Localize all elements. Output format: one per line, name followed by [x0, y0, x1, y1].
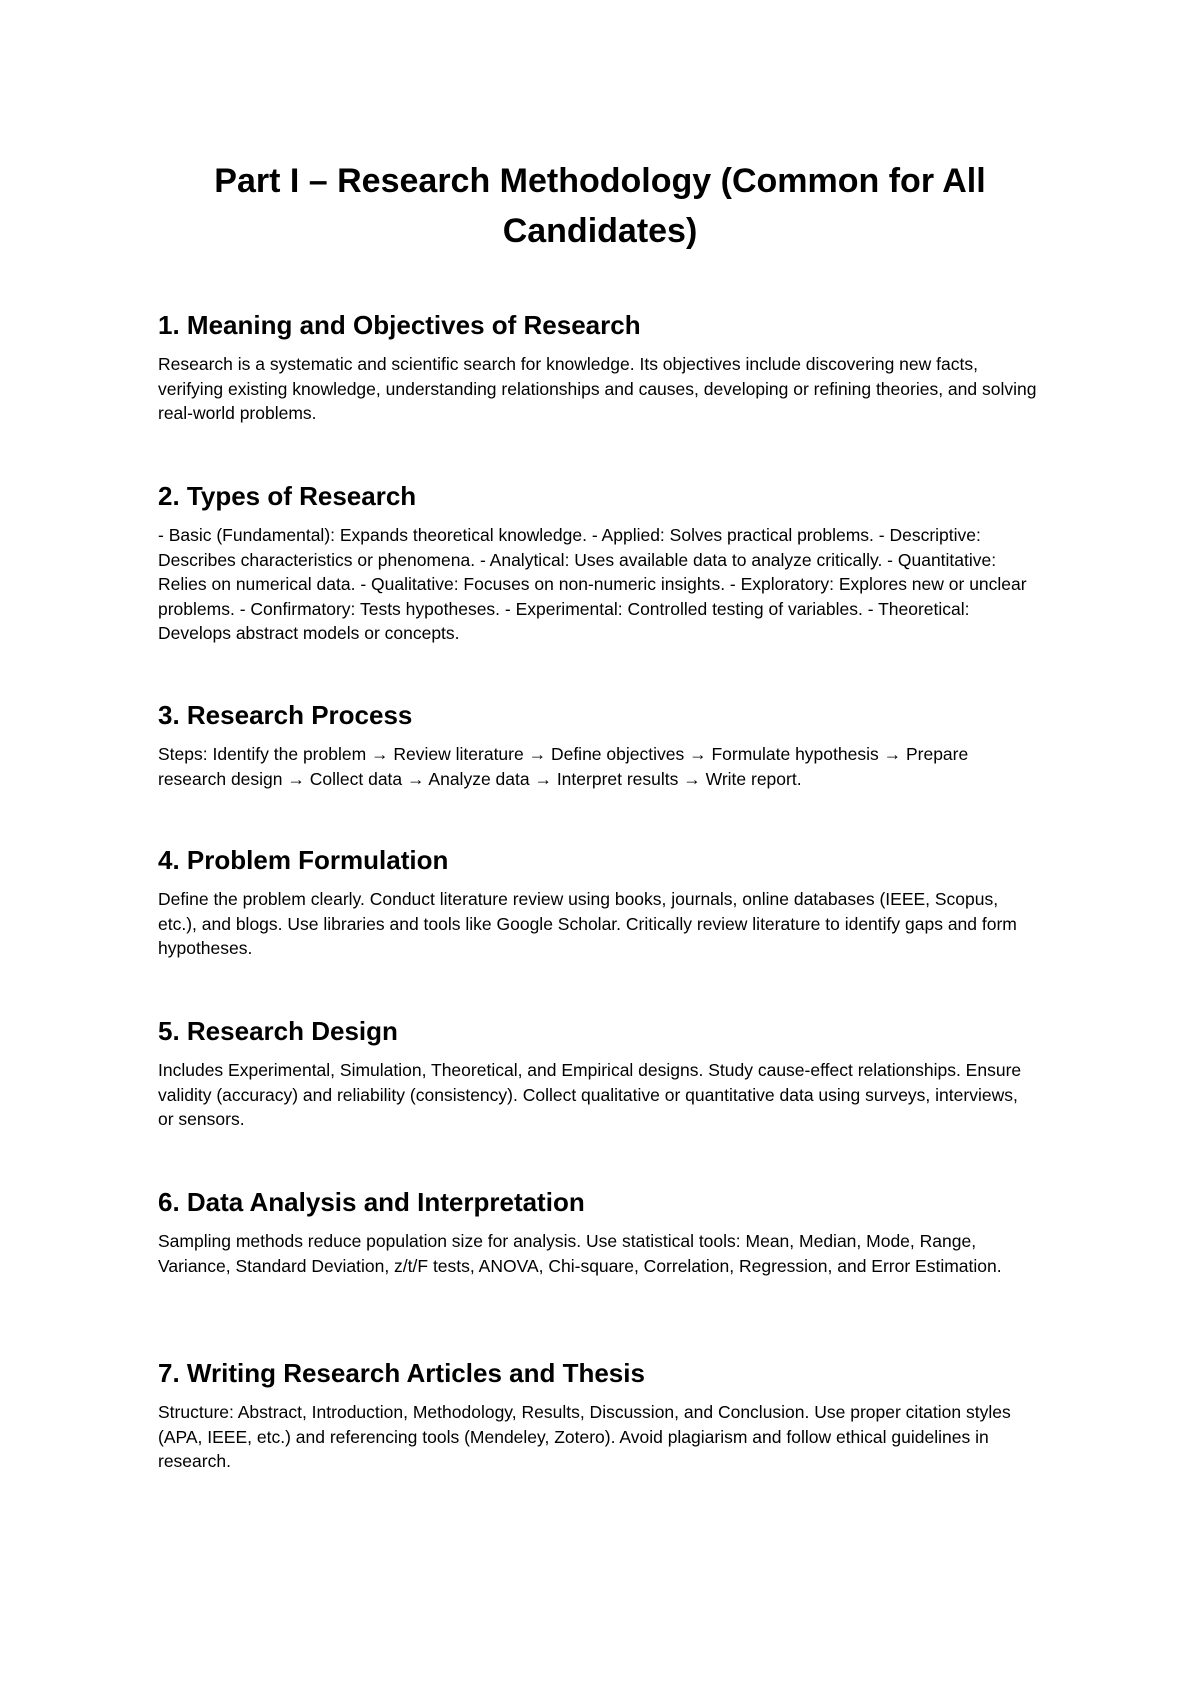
section-body: Sampling methods reduce population size for analysis. Use statistical tools: Mean, Median, Mode, Range, Variance, Standard Deviation, z/t/F tests, ANOVA, Chi-square, Correlation, Regression, and Error Estimation. [158, 1231, 1002, 1276]
section-heading: 4. Problem Formulation [158, 845, 449, 875]
section-body: Steps: Identify the problem → Review literature → Define objectives → Formulate hypothesis → Prepare research design → Collect data → Analyze data → Interpret results → Write report. [158, 744, 969, 789]
section-body: Structure: Abstract, Introduction, Methodology, Results, Discussion, and Conclusion. Use proper citation styles (APA, IEEE, etc.) and referencing tools (Mendeley, Zotero). Avoid plagiarism and follow ethical guidelines in research. [158, 1402, 1011, 1471]
section-data-analysis [158, 1184, 1038, 1278]
section-body: - Basic (Fundamental): Expands theoretical knowledge. - Applied: Solves practical problems. - Descriptive: Describes characteristics or phenomena. - Analytical: Uses available data to analyze critically. - Quantitative: Relies on numerical data. - Qualitative: Focuses on non-numeric insights. - Exploratory: Explores new or unclear problems. - Confirmatory: Tests hypotheses. - Experimental: Controlled testing of variables. - Theoretical: Develops abstract models or concepts. [158, 525, 1027, 643]
section-meaning-objectives [158, 307, 1038, 426]
section-heading: 5. Research Design [158, 1016, 398, 1046]
section-heading: 3. Research Process [158, 700, 413, 730]
section-problem-formulation [158, 842, 1038, 961]
section-body: Define the problem clearly. Conduct literature review using books, journals, online databases (IEEE, Scopus, etc.), and blogs. Use libraries and tools like Google Scholar. Critically review literature to identify gaps and form hypotheses. [158, 889, 1017, 958]
section-research-process [158, 697, 1038, 791]
section-heading: 7. Writing Research Articles and Thesis [158, 1358, 645, 1388]
page-title: Part I – Research Methodology (Common for All Candidates) [214, 162, 986, 250]
section-heading: 1. Meaning and Objectives of Research [158, 310, 641, 340]
section-types-of-research [158, 478, 1038, 646]
section-heading: 2. Types of Research [158, 481, 417, 511]
section-body: Research is a systematic and scientific search for knowledge. Its objectives include discovering new facts, verifying existing knowledge, understanding relationships and causes, developing or refining theories, and solving real-world problems. [158, 354, 1037, 423]
section-writing-articles-thesis [158, 1355, 1038, 1474]
section-body: Includes Experimental, Simulation, Theoretical, and Empirical designs. Study cause-effect relationships. Ensure validity (accuracy) and reliability (consistency). Collect qualitative or quantitative data using surveys, interviews, or sensors. [158, 1060, 1022, 1129]
section-heading: 6. Data Analysis and Interpretation [158, 1187, 585, 1217]
section-research-design [158, 1013, 1038, 1132]
